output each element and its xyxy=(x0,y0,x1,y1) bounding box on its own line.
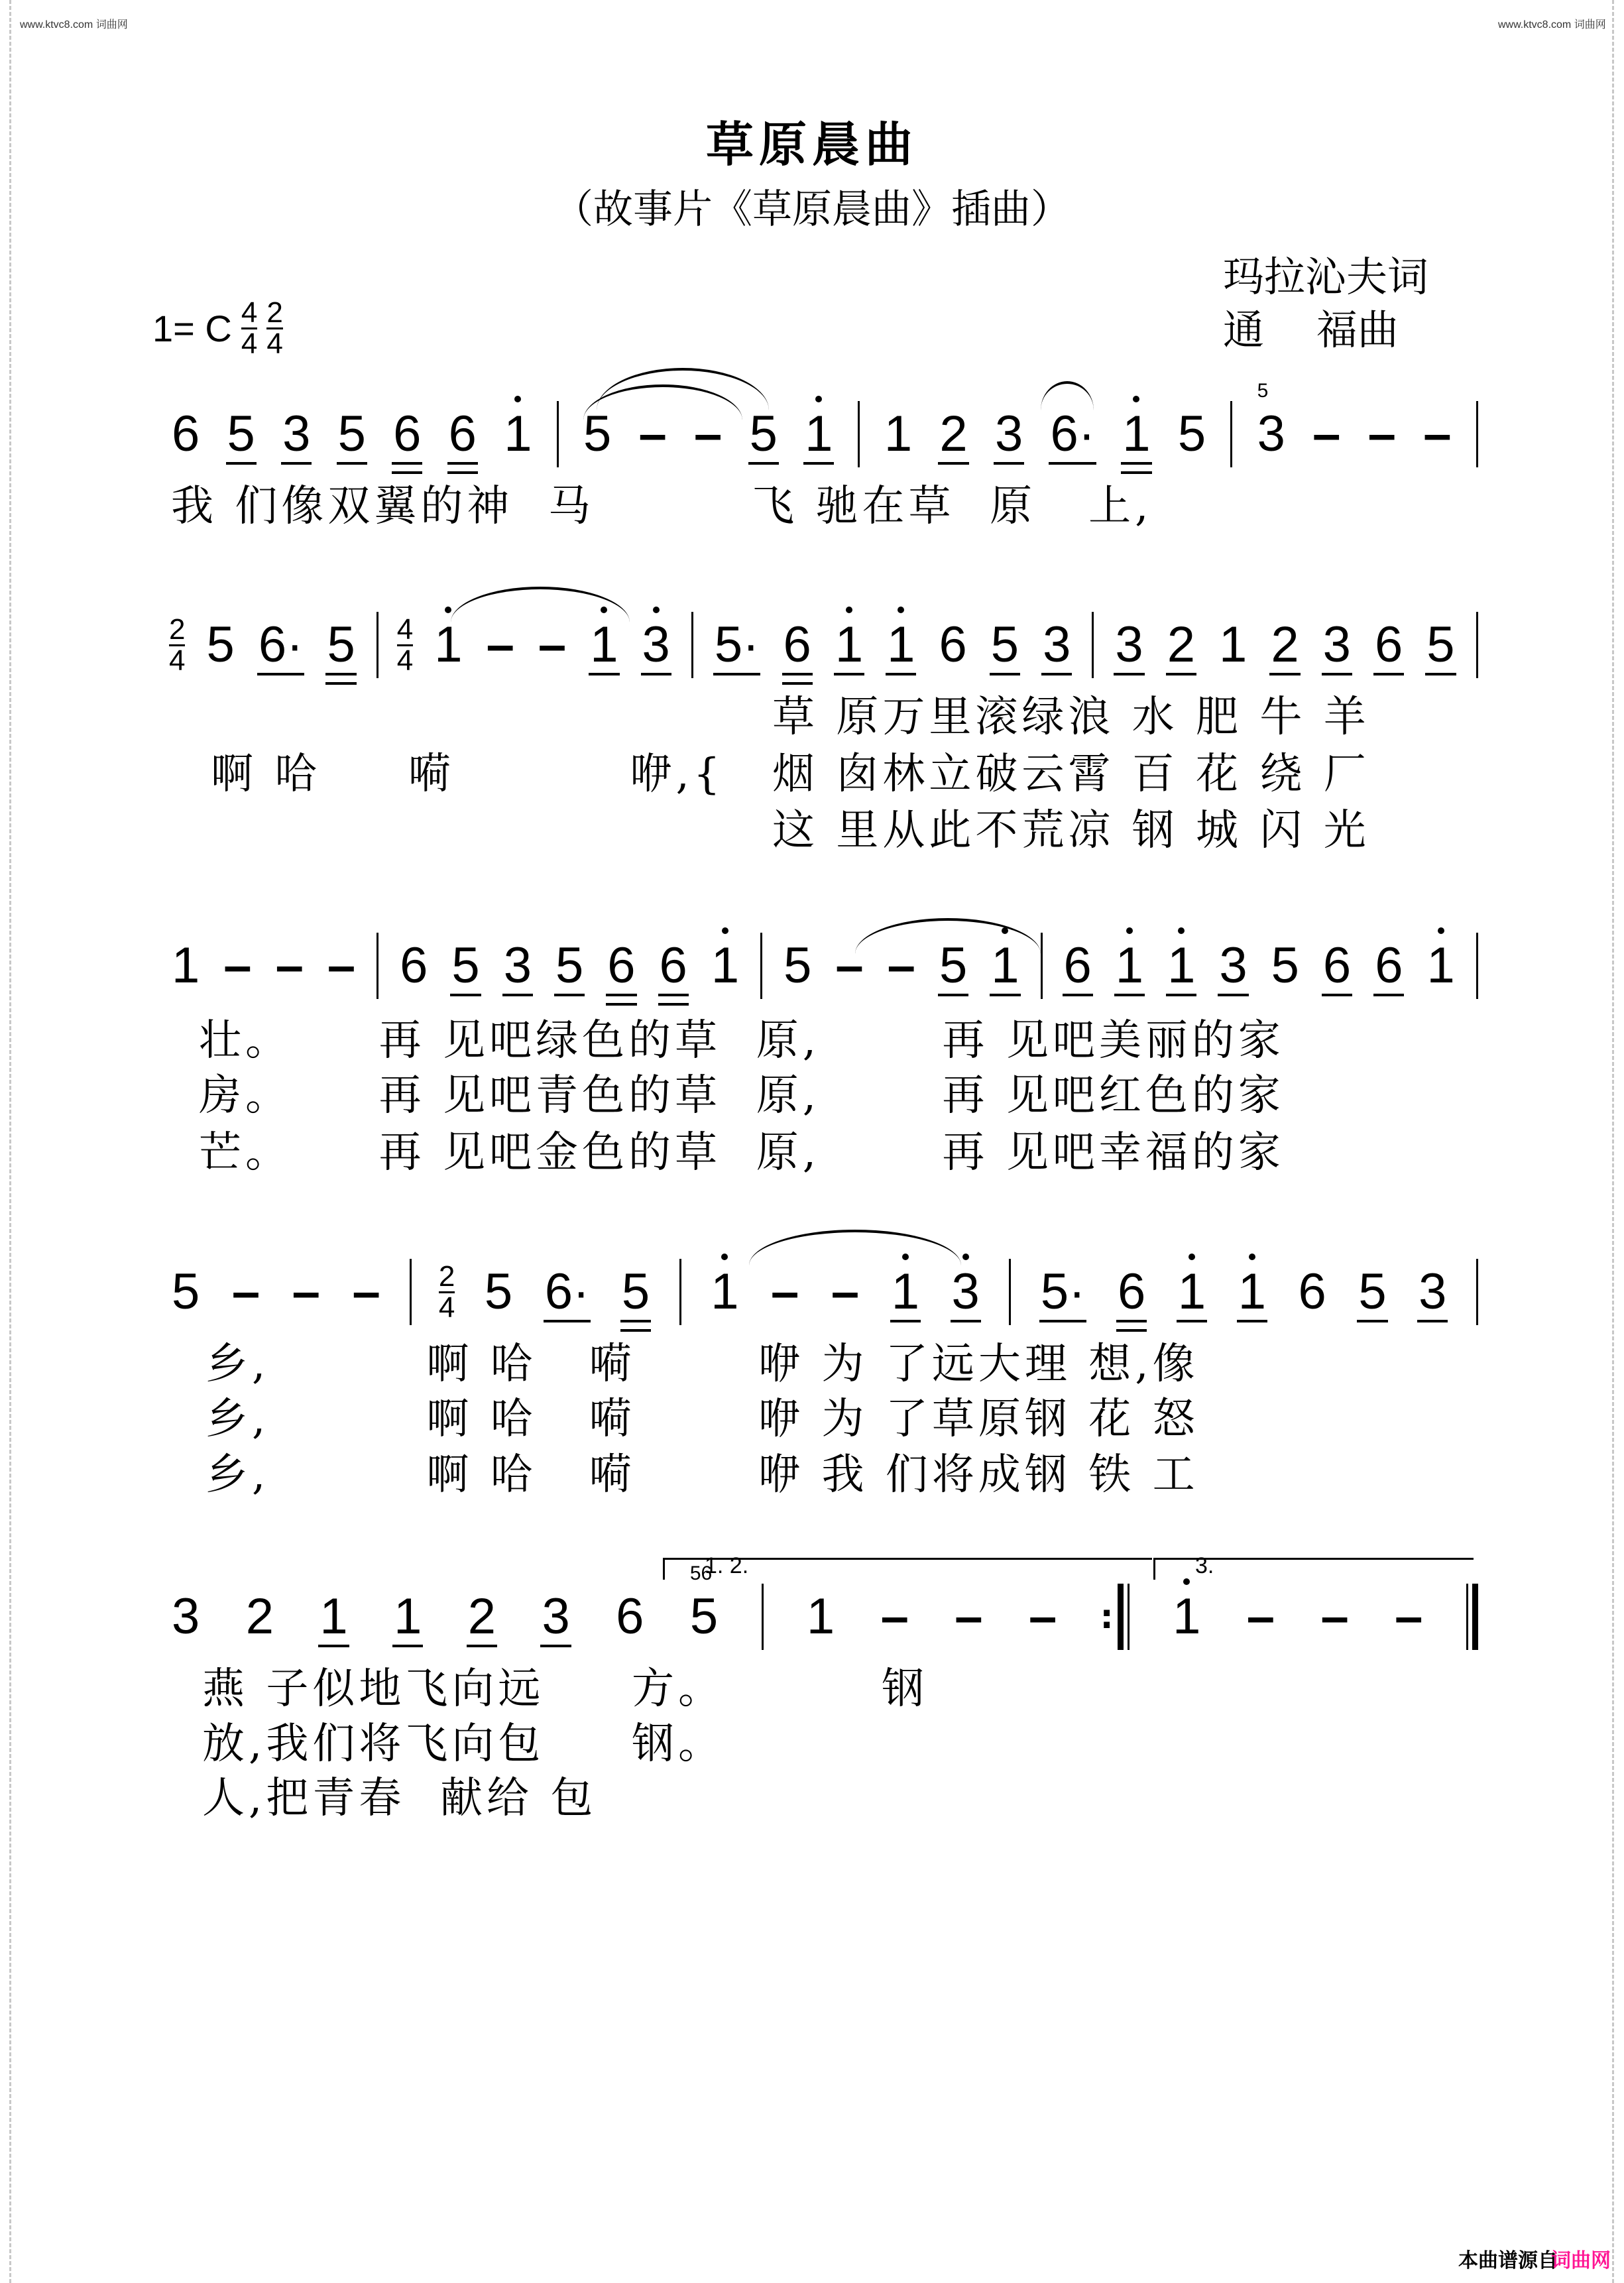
note: 5 xyxy=(206,616,235,673)
note: 6 xyxy=(1320,933,1354,999)
barline xyxy=(691,612,693,678)
octave-dot xyxy=(514,396,521,402)
lyric-row3-verse2: 房。 再 见吧青色的草 原, 再 见吧红色的家 xyxy=(199,1071,1285,1120)
note: 1 xyxy=(833,612,866,678)
note: 5 xyxy=(988,612,1021,678)
octave-dot xyxy=(846,607,852,613)
dash: – xyxy=(694,406,723,462)
lyricist: 玛拉沁夫词 xyxy=(1223,253,1429,301)
note: 1 xyxy=(1120,401,1153,467)
note: 6 xyxy=(1061,933,1094,999)
note: 6 xyxy=(657,933,690,999)
note: 1 xyxy=(587,612,620,678)
note: 1 xyxy=(501,401,534,467)
note: 5 56 xyxy=(689,1562,719,1645)
note: 5 xyxy=(937,933,970,999)
note: 3 xyxy=(172,1588,200,1645)
note: 3 xyxy=(1040,612,1073,678)
lyric-row2-verse1: 草 原万里滚绿浪 水 肥 牛 羊 xyxy=(772,693,1370,742)
lyric-row4-verse3: 乡, 啊 哈 嗬 咿 我 们将成钢 铁 工 xyxy=(205,1450,1199,1499)
note: 1 xyxy=(1165,933,1198,999)
composer: 通 福曲 xyxy=(1223,306,1399,354)
note: 6 xyxy=(390,401,424,467)
dash: – xyxy=(887,937,915,994)
note: 3 xyxy=(1112,612,1145,678)
note: 3 xyxy=(539,1584,572,1650)
dash: – xyxy=(955,1588,983,1645)
note: 1 xyxy=(317,1584,350,1650)
note: 3 xyxy=(501,933,534,999)
dash: – xyxy=(486,616,514,673)
octave-dot xyxy=(445,607,451,613)
note: 5 xyxy=(449,933,482,999)
note: 6 xyxy=(781,612,814,678)
watermark-right: www.ktvc8.com 词曲网 xyxy=(1498,19,1606,30)
octave-dot xyxy=(1249,1254,1255,1260)
octave-dot xyxy=(962,1254,969,1260)
key-signature xyxy=(152,298,283,359)
note: 5 xyxy=(484,1263,513,1320)
dash: – xyxy=(1423,406,1452,462)
note: 3 xyxy=(1416,1259,1449,1325)
lyric-row3-verse3: 芒。 再 见吧金色的草 原, 再 见吧幸福的家 xyxy=(199,1128,1285,1177)
barline xyxy=(377,933,378,999)
slur xyxy=(1041,381,1094,410)
note: 1 xyxy=(802,401,835,467)
dash: – xyxy=(292,1263,320,1320)
octave-dot xyxy=(653,607,660,613)
note: 5 xyxy=(324,612,357,678)
note: 5 xyxy=(335,401,369,467)
note: 1 xyxy=(806,1588,835,1645)
note: 1 xyxy=(1113,933,1146,999)
note: 2 xyxy=(937,401,970,467)
note: 2 xyxy=(245,1588,274,1645)
note: 3 5 xyxy=(1257,380,1285,462)
note: 6 xyxy=(1372,933,1405,999)
note: 3 xyxy=(640,612,673,678)
time-signature-change: 2 4 xyxy=(438,1259,455,1324)
dash: – xyxy=(327,937,356,994)
note: 1 xyxy=(884,612,917,678)
dash: – xyxy=(1395,1588,1423,1645)
note: 5 xyxy=(1424,612,1457,678)
octave-dot xyxy=(1178,927,1185,934)
lyric-row2-verse3: 这 里从此不荒凉 钢 城 闪 光 xyxy=(772,806,1370,855)
grace-note: 5 xyxy=(1257,380,1269,402)
note: 5 xyxy=(1271,937,1299,994)
dash: – xyxy=(1312,406,1341,462)
note: 5 xyxy=(1356,1259,1389,1325)
note: 6 xyxy=(605,933,638,999)
final-barline xyxy=(1466,1584,1478,1650)
right-dashed-border xyxy=(1612,0,1614,2283)
lyric-row2-verse2: 烟 囱林立破云霄 百 花 绕 厂 xyxy=(772,750,1370,799)
barline xyxy=(1092,612,1094,678)
note: 3 xyxy=(1320,612,1354,678)
left-dashed-border xyxy=(9,0,11,2283)
slur xyxy=(749,1230,961,1265)
note: 1 xyxy=(709,933,742,999)
time-signature-1: $\frac{4}{4}$ xyxy=(241,296,258,360)
note: 1 xyxy=(1424,933,1457,999)
note: 1 xyxy=(391,1584,424,1650)
score-row-1 xyxy=(169,380,1478,467)
barline xyxy=(1230,401,1232,467)
volta-1-2: 1. 2. xyxy=(663,1558,1152,1580)
note: 1 xyxy=(988,933,1021,999)
dash: – xyxy=(638,406,667,462)
note: 6· xyxy=(542,1259,593,1325)
grace-note: 56 xyxy=(689,1562,713,1584)
dash: – xyxy=(1028,1588,1057,1645)
barline xyxy=(1041,933,1043,999)
note: 5 xyxy=(747,401,780,467)
dash: – xyxy=(1246,1588,1275,1645)
note: 1 xyxy=(884,406,913,462)
dash: – xyxy=(1320,1588,1349,1645)
note: 1 xyxy=(889,1259,922,1325)
octave-dot xyxy=(1126,927,1133,934)
octave-dot xyxy=(815,396,822,402)
thick-barline xyxy=(1472,1584,1478,1650)
barline xyxy=(858,401,860,467)
barline xyxy=(1476,401,1478,467)
note: 3 xyxy=(280,401,313,467)
barline xyxy=(1476,1259,1478,1325)
note: 1 xyxy=(1219,616,1247,673)
song-title: 草原晨曲 xyxy=(705,116,918,172)
barline xyxy=(557,401,559,467)
time-signature-2: $\frac{2}{4}$ xyxy=(266,296,283,360)
note: 2 xyxy=(1268,612,1301,678)
note: 3 xyxy=(1216,933,1249,999)
note: 5 xyxy=(172,1263,200,1320)
note: 6· xyxy=(256,612,306,678)
note: 5· xyxy=(1038,1259,1088,1325)
octave-dot xyxy=(1438,927,1444,934)
note: 1 xyxy=(708,1259,741,1325)
note: 1 xyxy=(1170,1584,1203,1650)
footer-source: 本曲谱源自 xyxy=(1458,2249,1558,2272)
dash: – xyxy=(538,616,567,673)
lyric-row5-verse3: 人,把青春 献给 包 xyxy=(202,1774,597,1823)
note: 6 xyxy=(1115,1259,1148,1325)
note: 2 xyxy=(465,1584,498,1650)
lyric-row5-verse2: 放,我们将飞向包 钢。 xyxy=(202,1720,725,1769)
note: 2 xyxy=(1165,612,1198,678)
octave-dot xyxy=(721,1254,728,1260)
score-row-2 xyxy=(169,612,1478,678)
barline xyxy=(762,1584,764,1650)
dash: – xyxy=(835,937,864,994)
dash: – xyxy=(880,1588,909,1645)
octave-dot xyxy=(1189,1254,1195,1260)
slur xyxy=(855,918,1041,954)
barline xyxy=(760,933,762,999)
note: 6 xyxy=(1298,1263,1326,1320)
lyric-row4-verse2: 乡, 啊 哈 嗬 咿 为 了草原钢 花 怒 xyxy=(205,1395,1199,1444)
note: 5 xyxy=(225,401,258,467)
time-signature-change: 2 4 xyxy=(169,613,186,677)
key-label: 1= C xyxy=(152,308,232,349)
dash: – xyxy=(223,937,252,994)
note: 5· xyxy=(712,612,762,678)
watermark-left: www.ktvc8.com 词曲网 xyxy=(20,19,128,30)
note: 6 xyxy=(939,616,967,673)
lyric-row5-verse1: 燕 子似地飞向远 方。 钢 xyxy=(202,1665,929,1714)
lyric-row3-verse1: 壮。 再 见吧绿色的草 原, 再 见吧美丽的家 xyxy=(199,1016,1285,1065)
lyric-row2-lead: 啊 哈 嗬 咿,{ xyxy=(211,750,725,799)
score-row-4 xyxy=(169,1259,1478,1325)
note: 1 xyxy=(432,612,465,678)
score-row-3 xyxy=(169,933,1478,999)
note: 6 xyxy=(172,406,200,462)
note: 1 xyxy=(1236,1259,1269,1325)
dash: – xyxy=(352,1263,380,1320)
note: 6 xyxy=(616,1588,644,1645)
slur xyxy=(451,587,630,622)
dash: – xyxy=(771,1263,799,1320)
note: 6 xyxy=(400,937,428,994)
note: 1 xyxy=(1175,1259,1208,1325)
song-subtitle: （故事片《草原晨曲》插曲） xyxy=(553,186,1071,233)
note: 6 xyxy=(446,401,479,467)
octave-dot xyxy=(1133,396,1139,402)
note: 5 xyxy=(619,1259,652,1325)
note: 5 xyxy=(783,937,812,994)
dash: – xyxy=(1367,406,1396,462)
lyric-row4-verse1: 乡, 啊 哈 嗬 咿 为 了远大理 想,像 xyxy=(205,1340,1199,1389)
note: 6· xyxy=(1047,401,1098,467)
note: 3 xyxy=(992,401,1025,467)
note: 3 xyxy=(949,1259,982,1325)
thin-barline xyxy=(1128,1584,1130,1650)
barline xyxy=(1009,1259,1011,1325)
barline xyxy=(679,1259,681,1325)
volta-3: 3. xyxy=(1153,1558,1474,1580)
note: 5 xyxy=(1177,406,1206,462)
dash: – xyxy=(831,1263,860,1320)
note: 1 xyxy=(172,937,200,994)
dash: – xyxy=(231,1263,261,1320)
barline xyxy=(377,612,378,678)
repeat-end-barline xyxy=(1100,1584,1130,1650)
octave-dot xyxy=(898,607,904,613)
thick-barline xyxy=(1118,1584,1124,1650)
score-row-5 xyxy=(169,1562,1478,1650)
footer-site-link[interactable]: 词曲网 xyxy=(1551,2249,1611,2272)
octave-dot xyxy=(722,927,728,934)
barline xyxy=(410,1259,412,1325)
dash: – xyxy=(275,937,304,994)
note: 5 xyxy=(583,406,612,462)
octave-dot xyxy=(1183,1578,1190,1585)
note: 5 xyxy=(553,933,586,999)
time-signature-change: 4 4 xyxy=(396,613,414,677)
barline xyxy=(1476,933,1478,999)
barline xyxy=(1476,612,1478,678)
thin-barline xyxy=(1466,1584,1468,1650)
repeat-dots: : xyxy=(1100,1598,1114,1636)
lyric-row1-verse1: 我 们像双翼的神 马 飞 驰在草 原 上, xyxy=(171,482,1153,531)
note: 6 xyxy=(1372,612,1405,678)
